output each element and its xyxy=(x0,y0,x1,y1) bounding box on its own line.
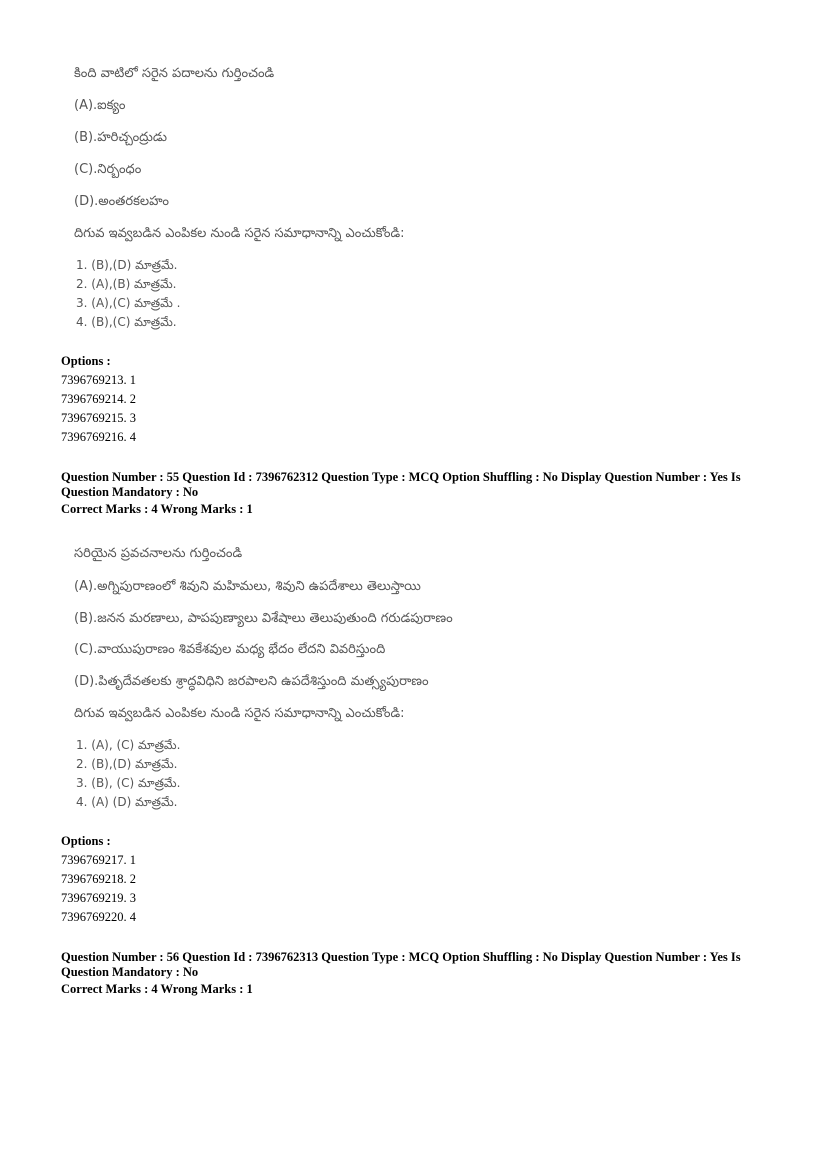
choice-1: 1. (A), (C) మాత్రమే. xyxy=(76,738,181,752)
options-label: Options : xyxy=(61,834,111,848)
option-row: 7396769215. 3 xyxy=(61,411,136,425)
option-row: 7396769217. 1 xyxy=(61,853,136,867)
choice-2: 2. (B),(D) మాత్రమే. xyxy=(76,757,178,771)
question-55-marks: Correct Marks : 4 Wrong Marks : 1 xyxy=(61,502,253,516)
instruction: దిగువ ఇవ్వబడిన ఎంపికల నుండి సరైన సమాధానాన్ని ఎంచుకోండి: xyxy=(74,706,405,721)
question-stem: సరియైన ప్రవచనాలను గుర్తించండి xyxy=(74,546,243,561)
question-56-meta: Question Number : 56 Question Id : 7396762313 Question Type : MCQ Option Shuffling : No Display Question Number : Yes Is Question Mandatory : No xyxy=(61,950,741,979)
question-55-meta: Question Number : 55 Question Id : 7396762312 Question Type : MCQ Option Shuffling : No Display Question Number : Yes Is Question Mandatory : No xyxy=(61,470,741,499)
option-row: 7396769219. 3 xyxy=(61,891,136,905)
choice-3: 3. (B), (C) మాత్రమే. xyxy=(76,776,181,790)
statement-b: (B).జనన మరణాలు, పాపపుణ్యాలు విశేషాలు తెలుపుతుంది గరుడపురాణం xyxy=(74,611,453,626)
statement-d: (D).పితృదేవతలకు శ్రాద్ధవిధిని జరపాలని ఉపదేశిస్తుంది మత్స్యపురాణం xyxy=(74,674,429,689)
option-row: 7396769214. 2 xyxy=(61,392,136,406)
option-row: 7396769220. 4 xyxy=(61,910,136,924)
statement-b: (B).హరిచ్చంద్రుడు xyxy=(74,130,167,145)
statement-d: (D).అంతరకలహం xyxy=(74,194,169,209)
statement-a: (A).ఐక్యం xyxy=(74,98,126,113)
choice-3: 3. (A),(C) మాత్రమే . xyxy=(76,296,181,310)
statement-a: (A).అగ్నిపురాణంలో శివుని మహిమలు, శివుని ఉపదేశాలు తెలుస్తాయి xyxy=(74,579,421,594)
option-row: 7396769218. 2 xyxy=(61,872,136,886)
options-label: Options : xyxy=(61,354,111,368)
choice-2: 2. (A),(B) మాత్రమే. xyxy=(76,277,177,291)
option-row: 7396769216. 4 xyxy=(61,430,136,444)
question-stem: కింది వాటిలో సరైన పదాలను గుర్తించండి xyxy=(74,66,275,81)
option-row: 7396769213. 1 xyxy=(61,373,136,387)
question-56-marks: Correct Marks : 4 Wrong Marks : 1 xyxy=(61,982,253,996)
choice-4: 4. (A) (D) మాత్రమే. xyxy=(76,795,178,809)
choice-4: 4. (B),(C) మాత్రమే. xyxy=(76,315,177,329)
statement-c: (C).వాయుపురాణం శివకేశవుల మధ్య భేదం లేదని వివరిస్తుంది xyxy=(74,642,386,657)
instruction: దిగువ ఇవ్వబడిన ఎంపికల నుండి సరైన సమాధానాన్ని ఎంచుకోండి: xyxy=(74,226,405,241)
choice-1: 1. (B),(D) మాత్రమే. xyxy=(76,258,178,272)
statement-c: (C).నిర్బంధం xyxy=(74,162,142,177)
